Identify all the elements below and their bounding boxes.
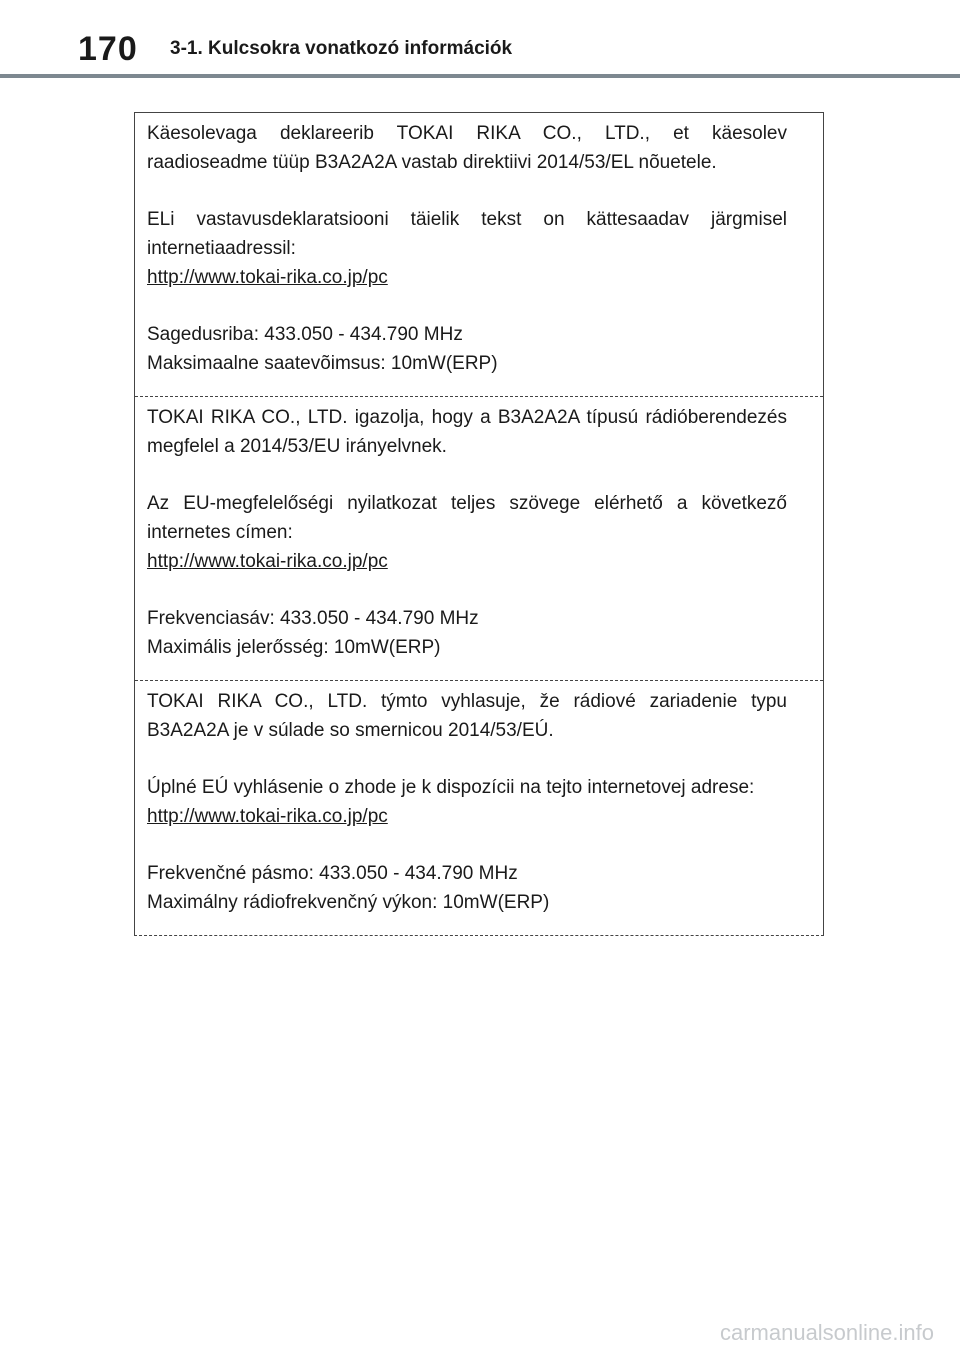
declaration-box [134,112,824,936]
section-title: 3-1. Kulcsokra vonatkozó információk [170,38,513,59]
declaration-url: http://www.tokai-rika.co.jp/pc [147,806,388,827]
declaration-statement: Käesolevaga deklareerib TOKAI RIKA CO., LTD., et käesolev raadioseadme tüüp B3A2A2A vastab direktiivi 2014/53/EL nõuetele. [147,123,787,173]
declaration-slovak [135,680,823,935]
max-power: Maksimaalne saatevõimsus: 10mW(ERP) [147,353,498,374]
frequency-band: Frekvenčné pásmo: 433.050 - 434.790 MHz [147,863,518,884]
declaration-hungarian [135,396,823,680]
max-power: Maximálny rádiofrekvenčný výkon: 10mW(ERP) [147,892,550,913]
header-rule [0,74,960,78]
frequency-band: Sagedusriba: 433.050 - 434.790 MHz [147,324,463,345]
watermark: carmanualsonline.info [719,1320,934,1345]
declaration-statement: TOKAI RIKA CO., LTD. týmto vyhlasuje, že rádiové zariadenie typu B3A2A2A je v súlade so smernicou 2014/53/EÚ. [147,691,787,741]
declaration-url: http://www.tokai-rika.co.jp/pc [147,551,388,572]
declaration-url: http://www.tokai-rika.co.jp/pc [147,267,388,288]
page-number: 170 [78,30,138,68]
max-power: Maximális jelerősség: 10mW(ERP) [147,637,441,658]
frequency-band: Frekvenciasáv: 433.050 - 434.790 MHz [147,608,479,629]
declaration-availability: Az EU-megfelelőségi nyilatkozat teljes szövege elérhető a következő internetes címen: [147,493,787,543]
page-header [0,0,960,78]
declaration-statement: TOKAI RIKA CO., LTD. igazolja, hogy a B3A2A2A típusú rádióberendezés megfelel a 2014/53/EU irányelvnek. [147,407,787,457]
declaration-estonian [135,113,823,396]
declaration-availability: ELi vastavusdeklaratsiooni täielik tekst on kättesaadav järgmisel internetiaadressil: [147,209,787,259]
declaration-availability: Úplné EÚ vyhlásenie o zhode je k dispozícii na tejto internetovej adrese: [147,777,755,798]
